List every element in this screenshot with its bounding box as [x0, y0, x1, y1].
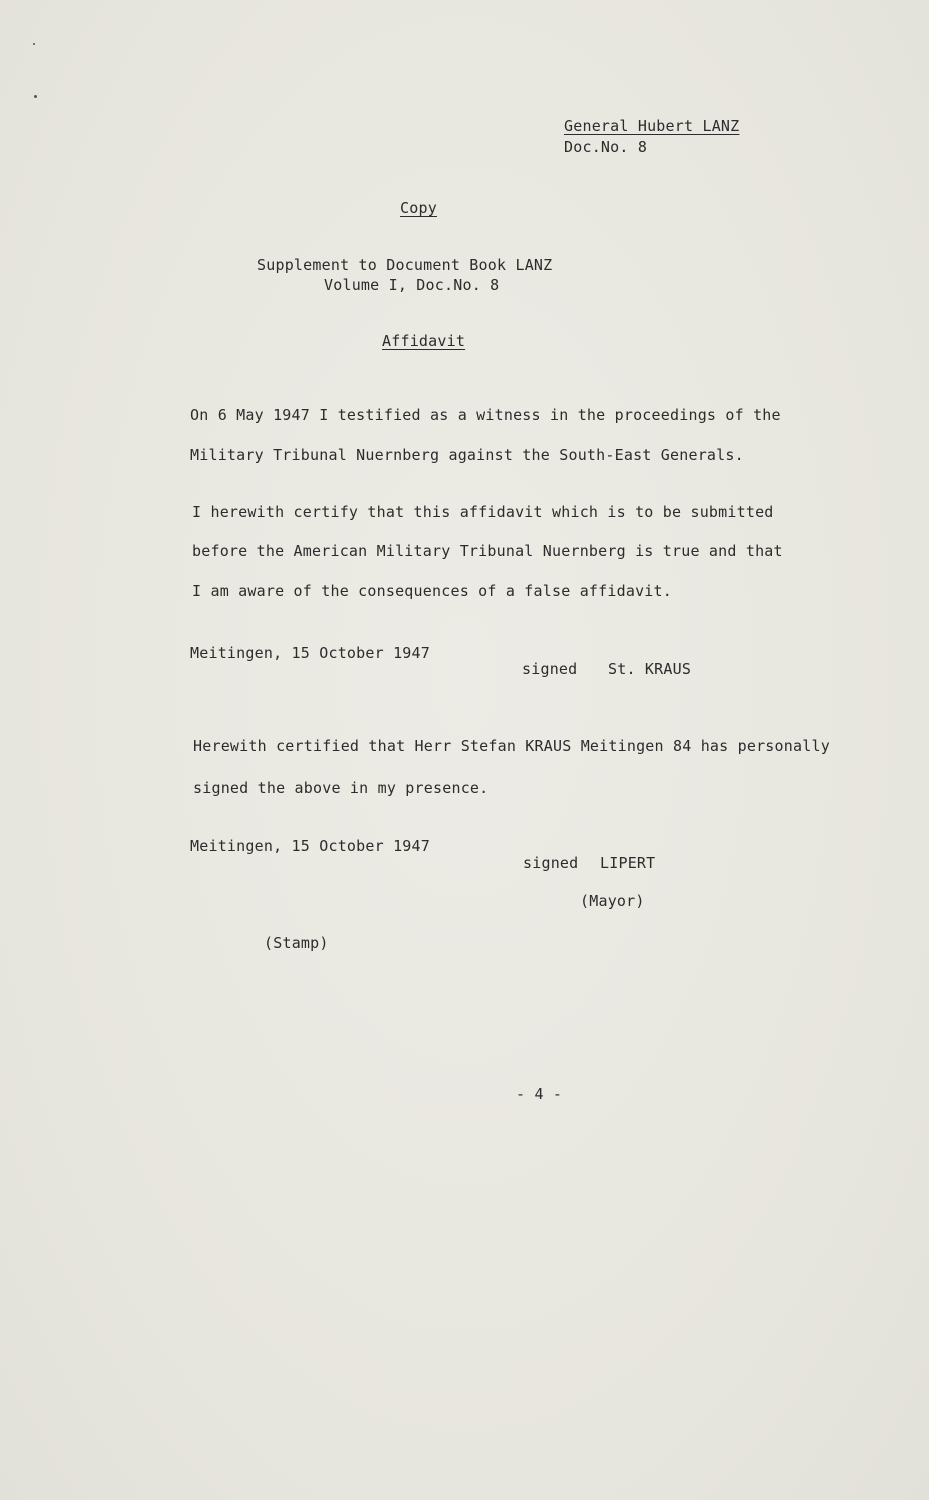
- first-signed-label: signed: [522, 660, 578, 678]
- speck-mark: [33, 43, 35, 45]
- copy-label: Copy: [400, 199, 437, 217]
- first-signer-name: St. KRAUS: [608, 660, 692, 678]
- second-place-date: Meitingen, 15 October 1947: [190, 837, 430, 855]
- certification-line-2: signed the above in my presence.: [193, 779, 489, 797]
- signer-title: (Mayor): [580, 892, 645, 910]
- paragraph-1-line-2: Military Tribunal Nuernberg against the South-East Generals.: [190, 446, 744, 464]
- header-doc-no: Doc.No. 8: [564, 138, 648, 156]
- header-name: General Hubert LANZ: [564, 117, 740, 135]
- affidavit-title: Affidavit: [382, 332, 466, 350]
- supplement-line-1: Supplement to Document Book LANZ: [257, 256, 553, 274]
- paragraph-2-line-2: before the American Military Tribunal Nuernberg is true and that: [192, 542, 783, 560]
- first-place-date: Meitingen, 15 October 1947: [190, 644, 430, 662]
- certification-line-1: Herewith certified that Herr Stefan KRAUS Meitingen 84 has personally: [193, 737, 830, 755]
- stamp-note: (Stamp): [264, 934, 329, 952]
- speck-mark: [34, 95, 37, 98]
- page-number: - 4 -: [516, 1085, 563, 1103]
- second-signed-label: signed: [523, 854, 579, 872]
- second-signer-name: LIPERT: [600, 854, 656, 872]
- paragraph-2-line-3: I am aware of the consequences of a false affidavit.: [192, 582, 672, 600]
- paragraph-2-line-1: I herewith certify that this affidavit which is to be submitted: [192, 503, 774, 521]
- paragraph-1-line-1: On 6 May 1947 I testified as a witness in the proceedings of the: [190, 406, 781, 424]
- supplement-line-2: Volume I, Doc.No. 8: [324, 276, 500, 294]
